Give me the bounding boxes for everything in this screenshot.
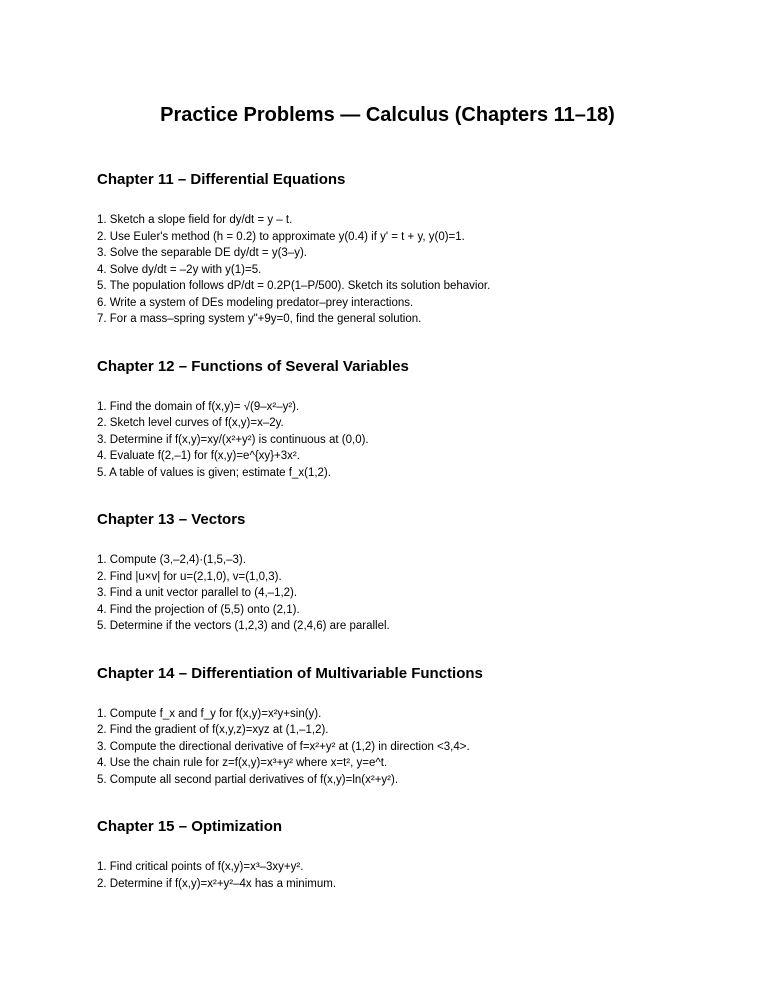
section-heading: Chapter 15 – Optimization bbox=[97, 818, 283, 835]
problem-item: 2. Use Euler's method (h = 0.2) to approximate y(0.4) if y' = t + y, y(0)=1. bbox=[97, 230, 465, 243]
problem-item: 4. Evaluate f(2,–1) for f(x,y)=e^{xy}+3x². bbox=[97, 450, 300, 462]
problem-item: 1. Find critical points of f(x,y)=x³–3xy+y². bbox=[97, 861, 304, 873]
section-heading: Chapter 12 – Functions of Several Variables bbox=[97, 357, 409, 375]
problem-item: 3. Determine if f(x,y)=xy/(x²+y²) is continuous at (0,0). bbox=[97, 433, 369, 446]
problem-list bbox=[97, 859, 678, 892]
problem-item: 5. The population follows dP/dt = 0.2P(1–P/500). Sketch its solution behavior. bbox=[97, 280, 491, 292]
problem-item: 5. Compute all second partial derivatives of f(x,y)=ln(x²+y²). bbox=[97, 773, 399, 786]
problem-item: 7. For a mass–spring system y"+9y=0, find the general solution. bbox=[97, 313, 422, 325]
problem-item: 3. Solve the separable DE dy/dt = y(3–y). bbox=[97, 247, 307, 259]
problem-item: 2. Determine if f(x,y)=x²+y²–4x has a minimum. bbox=[97, 877, 337, 890]
problem-list bbox=[97, 399, 678, 482]
problem-list bbox=[97, 552, 678, 635]
problem-item: 1. Find the domain of f(x,y)= √(9–x²–y²). bbox=[97, 400, 300, 413]
problem-item: 2. Find |u×v| for u=(2,1,0), v=(1,0,3). bbox=[97, 570, 282, 583]
problem-item: 3. Find a unit vector parallel to (4,–1,2). bbox=[97, 587, 298, 599]
section-heading: Chapter 13 – Vectors bbox=[97, 511, 246, 528]
section-chapter-11 bbox=[97, 171, 678, 328]
section-chapter-15 bbox=[97, 818, 678, 892]
problem-item: 5. A table of values is given; estimate f_x(1,2). bbox=[97, 466, 331, 479]
document-title: Practice Problems — Calculus (Chapters 11–18) bbox=[160, 104, 615, 126]
section-chapter-14 bbox=[97, 665, 678, 789]
section-chapter-13 bbox=[97, 511, 678, 635]
problem-item: 2. Sketch level curves of f(x,y)=x–2y. bbox=[97, 417, 284, 429]
section-chapter-12 bbox=[97, 358, 678, 482]
problem-item: 1. Compute (3,–2,4)·(1,5,–3). bbox=[97, 554, 246, 566]
section-heading: Chapter 11 – Differential Equations bbox=[97, 171, 346, 188]
problem-item: 1. Compute f_x and f_y for f(x,y)=x²y+sin(y). bbox=[97, 707, 322, 720]
problem-item: 5. Determine if the vectors (1,2,3) and (2,4,6) are parallel. bbox=[97, 620, 390, 632]
problem-item: 4. Solve dy/dt = –2y with y(1)=5. bbox=[97, 263, 262, 276]
problem-item: 1. Sketch a slope field for dy/dt = y – t. bbox=[97, 214, 293, 226]
problem-list bbox=[97, 706, 678, 789]
problem-item: 6. Write a system of DEs modeling predator–prey interactions. bbox=[97, 296, 414, 309]
problem-item: 4. Use the chain rule for z=f(x,y)=x³+y² where x=t², y=e^t. bbox=[97, 757, 388, 769]
problem-list bbox=[97, 212, 678, 328]
section-heading: Chapter 14 – Differentiation of Multivariable Functions bbox=[97, 664, 483, 682]
problem-item: 2. Find the gradient of f(x,y,z)=xyz at (1,–1,2). bbox=[97, 724, 329, 736]
problem-item: 4. Find the projection of (5,5) onto (2,1). bbox=[97, 603, 300, 616]
problem-item: 3. Compute the directional derivative of f=x²+y² at (1,2) in direction <3,4>. bbox=[97, 740, 470, 753]
